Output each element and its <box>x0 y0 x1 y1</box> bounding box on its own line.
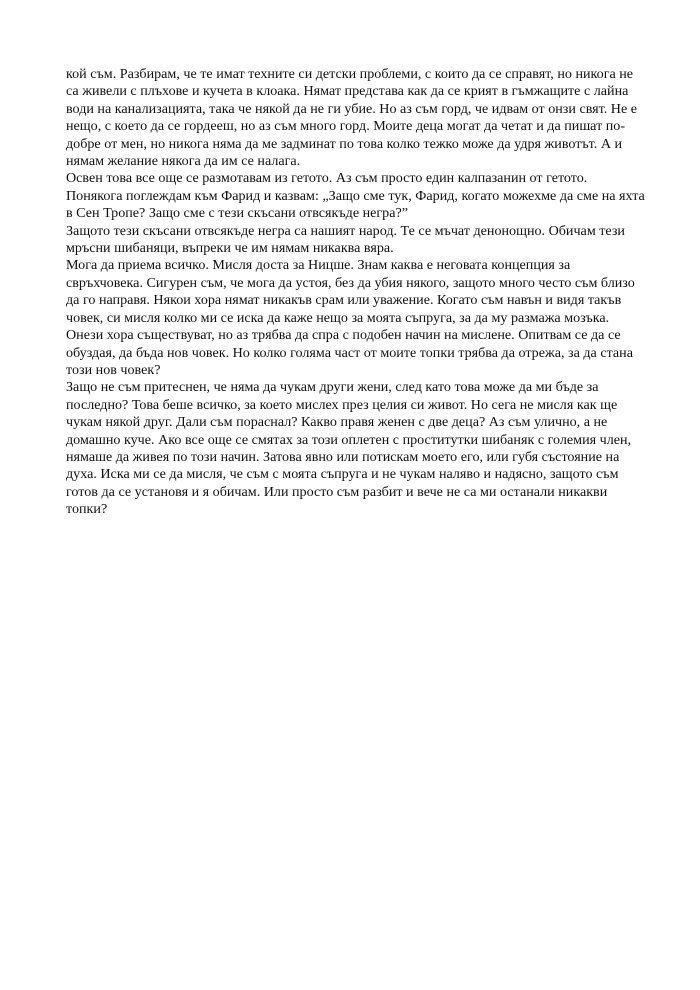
paragraph-3: Защото тези скъсани отвсякъде негра са нашият народ. Те се мъчат денонощно. Обичам тези мръсни шибаняци, въпреки че им нямам никаква вяра. <box>66 222 625 257</box>
paragraph-5: Защо не съм притеснен, че няма да чукам други жени, след като това може да ми бъде за последно? Това беше всичко, за което мислех през целия си живот. Но сега не мисля как ще чукам някой друг. Дали съм пораснал? Какво правя женен с две деца? Аз съм улично, а не домашно куче. Ако все още се смятах за този оплетен с проститутки шибаняк с големия член, нямаше да живея по този начин. Затова явно или потискам моето его, или губя състояние на духа. Иска ми се да мисля, че съм с моята съпруга и не чукам наляво и надясно, защото съм готов да се установя и я обичам. Или просто съм разбит и вече не са ми останали никакви топки? <box>66 379 632 518</box>
paragraph-2: Освен това все още се размотавам из гетото. Аз съм просто един калпазанин от гетото. Понякога поглеждам към Фарид и казвам: „Защо сме тук, Фарид, когато можехме да сме на яхта в Сен Тропе? Защо сме с тези скъсани отвсякъде негра?” <box>66 170 645 222</box>
paragraph-4: Мога да приема всичко. Мисля доста за Ницше. Знам каква е неговата концепция за свръхчовека. Сигурен съм, че мога да устоя, без да убия някого, защото много често съм близо да го направя. Някои хора нямат никакъв срам или уважение. Когато съм навън и видя такъв човек, си мисля колко ми се иска да каже нещо за моята съпруга, за да му размажа мозъка. Онези хора съществуват, но аз трябва да спра с подобен начин на мислене. Опитвам се да се обуздая, да бъда нов човек. Но колко голяма част от моите топки трябва да отрежа, за да стана този нов човек? <box>66 257 635 378</box>
body-text <box>66 66 646 519</box>
paragraph-1: кой съм. Разбирам, че те имат техните си детски проблеми, с които да се справят, но никога не са живели с плъхове и кучета в клоака. Нямат представа как да се крият в гъмжащите с лайна води на канализацията, така че някой да не ги убие. Но аз съм горд, че идвам от онзи свят. Не е нещо, с което да се гордееш, но аз съм много горд. Моите деца могат да четат и да пишат по-добре от мен, но никога няма да ме задминат по това колко тежко може да удря животът. А и нямам желание някога да им се налага. <box>66 66 638 170</box>
